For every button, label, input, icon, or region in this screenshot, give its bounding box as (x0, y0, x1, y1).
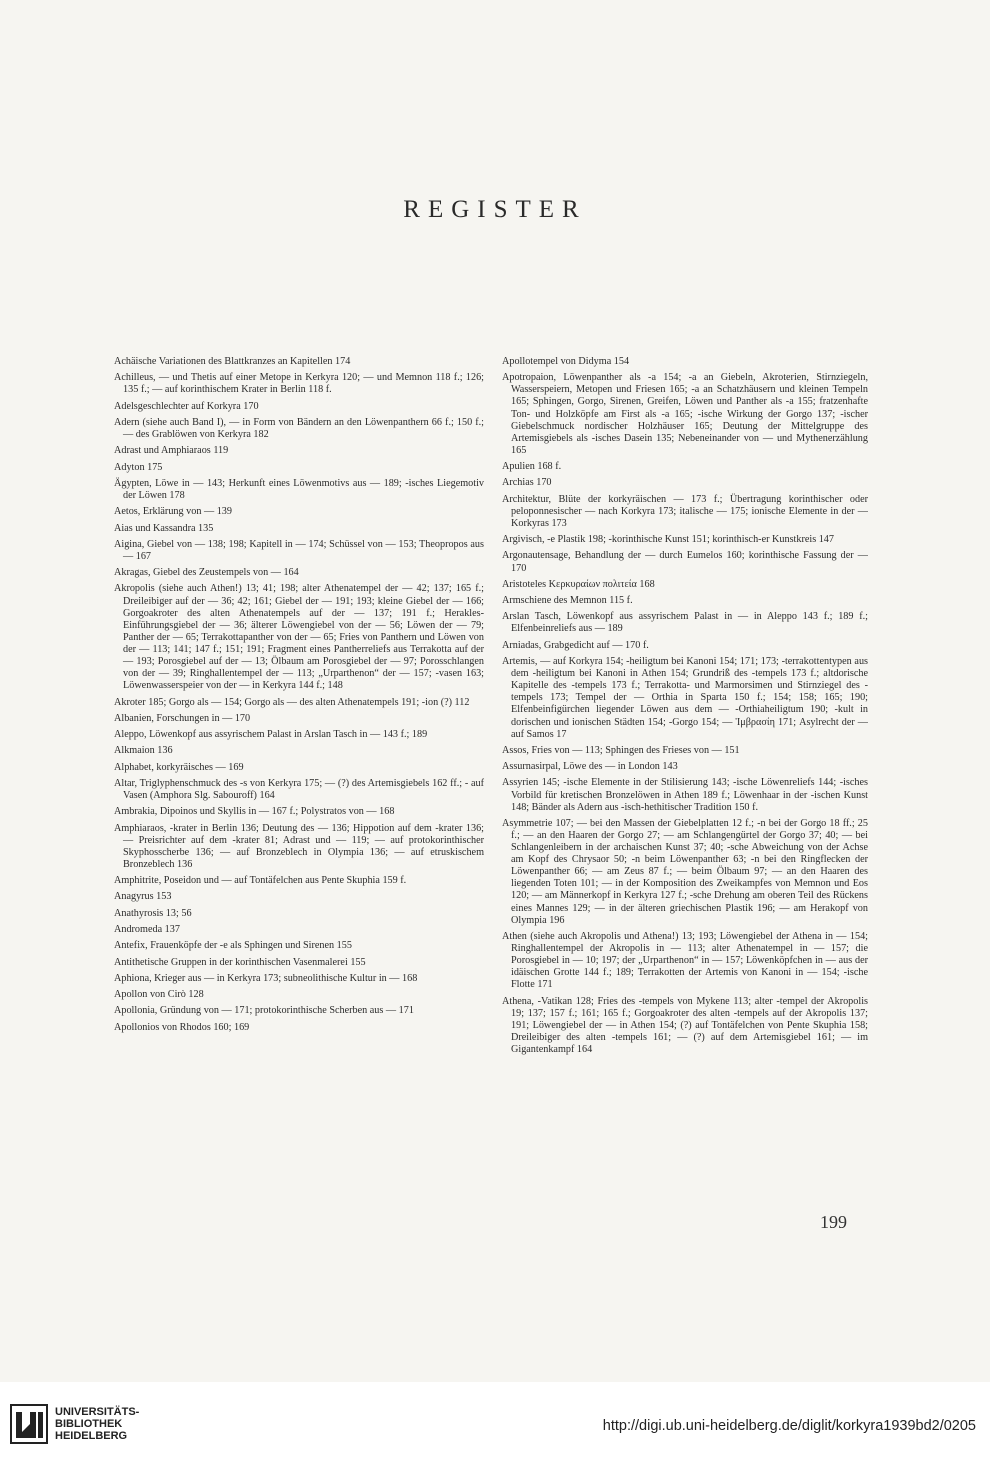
index-entry: Argonautensage, Behandlung der — durch Eumelos 160; korinthische Fassung der — 170 (502, 550, 868, 574)
index-entry: Arniadas, Grabgedicht auf — 170 f. (502, 639, 649, 651)
index-entry: Athen (siehe auch Akropolis und Athena!) 13; 193; Löwengiebel der Athena in — 154; Ringhallentempel der Akropolis in — 113; alter Athenatempel in — 157; die Porosgiebel in — 10; 197; der „Urparthenon“ in — 157; Löwenköpfchen in — aus der idäischen Grotte 144 f.; 189; Terrakotten der Artemis von Kanoni in — 154; -ische Flotte 171 (502, 930, 868, 991)
index-entry: Artemis, — auf Korkyra 154; -heiligtum bei Kanoni 154; 171; 173; -terrakottentypen aus dem -heiligtum bei Kanoni in Athen 154; Grundriß des -tempels 173 f.; altdorische Kapitelle des -tempels 173 f.; Terrakotta- und Marmorsimen und Stirnziegel des -tempels 173; Tempel der — Orthia in Sparta 150 f.; 154; 158; 165; 190; Elfenbeinfigürchen liegender Löwen aus dem — -Orthiaheiligtum 190; -kult in dorischen und ionischen Städten 154; -Gorgo 154; — Ἰμβρασίη 171; Asylrecht der — auf Samos 17 (502, 656, 868, 740)
library-name-line1: UNIVERSITÄTS- (55, 1406, 140, 1418)
index-entry: Aias und Kassandra 135 (114, 522, 214, 534)
library-name (55, 1406, 139, 1442)
index-entry: Altar, Triglyphenschmuck des -s von Kerkyra 175; — (?) des Artemisgiebels 162 ff.; - auf Vasen (Amphora Slg. Sabouroff) 164 (114, 777, 484, 801)
index-entry: Apulien 168 f. (502, 461, 562, 473)
index-entry: Achäische Variationen des Blattkranzes an Kapitellen 174 (114, 356, 351, 367)
index-entry: Alphabet, korkyräisches — 169 (114, 761, 244, 773)
index-entry: Assos, Fries von — 113; Sphingen des Frieses von — 151 (502, 744, 740, 756)
source-url-link[interactable]: http://digi.ub.uni-heidelberg.de/diglit/korkyra1939bd2/0205 (602, 1418, 976, 1434)
index-entry: Andromeda 137 (114, 923, 180, 935)
index-entry: Ambrakia, Dipoinos und Skyllis in — 167 f.; Polystratos von — 168 (114, 806, 395, 818)
index-entry: Antithetische Gruppen in der korinthischen Vasenmalerei 155 (114, 956, 366, 968)
index-entry: Achilleus, — und Thetis auf einer Metope in Kerkyra 120; — und Memnon 118 f.; 126; 135 f.; — auf korinthischem Krater in Berlin 118 f. (114, 372, 484, 396)
index-entry: Adern (siehe auch Band I), — in Form von Bändern an den Löwenpanthern 66 f.; 150 f.; — des Grablöwen von Kerkyra 182 (114, 416, 484, 441)
index-entry: Adyton 175 (114, 461, 163, 473)
index-entry: Apollonia, Gründung von — 171; protokorinthische Scherben aus — 171 (114, 1005, 414, 1017)
index-entry: Amphiaraos, -krater in Berlin 136; Deutung des — 136; Hippotion auf dem -krater 136; — Preisrichter auf dem -krater 81; Adrast und — 119; — auf protokorinthischer Skyphosscherbe 136; — auf Bronzeblech in Olympia 136; — auf etruskischem Bronzeblech 136 (114, 822, 484, 870)
index-entry: Apotropaion, Löwenpanther als -a 154; -a an Giebeln, Akroterien, Stirnziegeln, Wasserspeiern, Metopen und Friesen 165; -a an Schatzhäusern und kleinen Tempeln 165; Sphingen, Gorgo, Sirenen, Greifen, Löwen und Panther als -a 155; fratzenhafte Ton- und Holzköpfe am First als -a 165; -ische Wirkung der Gorgo 137; -ischer Giebelschmuck nordischer Holzhäuser 165; Deutung der Mittelgruppe des Artemisgiebels als -isches Dasein 135; Nebeneinander von — und Mythenerzählung 165 (502, 372, 868, 456)
index-entry: Apollon von Cirò 128 (114, 989, 204, 1001)
index-entry: Aleppo, Löwenkopf aus assyrischem Palast in Arslan Tasch in — 143 f.; 189 (114, 729, 428, 741)
index-entry: Adelsgeschlechter auf Korkyra 170 (114, 400, 259, 412)
index-entry: Asymmetrie 107; — bei den Massen der Giebelplatten 12 f.; -n bei der Gorgo 18 ff.; 25 f.; — an den Haaren der Gorgo 27; — am Schlangengürtel der Gorgo 37; 40; — bei Schlangenleibern in der archaischen Kunst 37; 40; -sche Abweichung von der Achse am Kopf des Chrysaor 50; -n beim Löwenpanther 63; -n bei den Ringflecken der Löwenpanther 66; — am Zeus 87 f.; — beim Ölbaum 97; — an den Haaren des liegenden Toten 101; — in der Komposition des Zweikampfes von Memnon und Eos 120; — am Männerkopf in Kerkyra 127 f.; -sche Drehung am oberen Teil des Rückens eines Mannes 129; — in der älteren griechischen Plastik 196; — am Herakopf von Olympia 196 (502, 817, 868, 926)
library-name-line3: HEIDELBERG (55, 1430, 128, 1442)
index-entry: Archias 170 (502, 477, 552, 489)
index-entry: Argivisch, -e Plastik 198; -korinthische Kunst 151; korinthisch-er Kunstkreis 147 (502, 534, 834, 546)
index-entry: Aetos, Erklärung von — 139 (114, 506, 232, 518)
library-name-line2: BIBLIOTHEK (55, 1418, 123, 1430)
index-entry: Assurnasirpal, Löwe des — in London 143 (502, 761, 678, 773)
page-title: REGISTER (403, 196, 587, 223)
index-entry: Ägypten, Löwe in — 143; Herkunft eines Löwenmotivs aus — 189; -isches Liegemotiv der Löwen 178 (114, 477, 484, 501)
page-number: 199 (820, 1212, 847, 1232)
index-entry: Assyrien 145; -ische Elemente in der Stilisierung 143; -ische Löwenreliefs 144; -isches Vorbild für kretischen Bronzelöwen in Athen 189 f.; Löwenhaar in der -ischen Kunst 148; Bänder als Adern aus -isch-hethitischer Tradition 150 f. (502, 777, 868, 813)
index-column-left (114, 356, 484, 1038)
index-entry: Aristoteles Κερκυραίων πολιτεία 168 (502, 578, 655, 590)
index-entry: Amphitrite, Poseidon und — auf Tontäfelchen aus Pente Skuphia 159 f. (114, 875, 407, 887)
index-entry: Apollonios von Rhodos 160; 169 (114, 1021, 250, 1033)
index-entry: Antefix, Frauenköpfe der -e als Sphingen und Sirenen 155 (114, 940, 352, 952)
index-entry: Anathyrosis 13; 56 (114, 907, 192, 919)
index-entry: Armschiene des Memnon 115 f. (502, 595, 633, 607)
index-column-right (502, 356, 868, 1060)
index-entry: Aphiona, Krieger aus — in Kerkyra 173; subneolithische Kultur in — 168 (114, 972, 418, 984)
index-entry: Apollotempel von Didyma 154 (502, 356, 630, 367)
index-entry: Architektur, Blüte der korkyräischen — 173 f.; Übertragung korinthischer oder peloponnesischer — nach Korkyra 173; italische — 175; ionische Elemente in der — Korkyras 173 (502, 493, 868, 529)
index-entry: Athena, -Vatikan 128; Fries des -tempels von Mykene 113; alter -tempel der Akropolis 19; 137; 157 f.; 161; 165 f.; Gorgoakroter des alten -tempels auf der Akropolis 137; 191; Löwengiebel der — in Athen 154; (?) auf Tontäfelchen von Pente Skuphia 158; Dreileibiger des alten -tempels 161; — (?) auf dem Artemisgiebel 161; — im Gigantenkampf 164 (502, 995, 868, 1055)
footer-bar (0, 1382, 990, 1461)
index-entry: Albanien, Forschungen in — 170 (114, 712, 251, 724)
index-entry: Akropolis (siehe auch Athen!) 13; 41; 198; alter Athenatempel der — 42; 137; 165 f.; Dreileibiger auf der — 36; 42; 161; Giebel der — 191; 193; kleine Giebel der — 166; Gorgoakroter des alten Athenatempels auf der — 137; 191 f.; Herakles-Einführungsgiebel der — 36; älterer Löwengiebel von der — 56; Löwen der — 79; Panther der — 65; Terrakottapanther von der — 65; Fries von Panthern und Löwen von der — 113; 141; 147 f.; 151; 191; Fragment eines Pantherreliefs aus Terrakotta auf der — 193; Porosgiebel auf der — 13; Ölbaum am Porosgiebel der — 97; Porosschlangen von der — 39; Ringhallentempel der — 113; „Urparthenon“ der — 157; -vasen 163; Löwenwasserspeier von der — in Kerkyra 144 f.; 148 (114, 583, 484, 692)
index-entry: Alkmaion 136 (114, 745, 173, 757)
index-entry: Aigina, Giebel von — 138; 198; Kapitell in — 174; Schüssel von — 153; Theopropos aus — 167 (114, 538, 484, 562)
index-entry: Arslan Tasch, Löwenkopf aus assyrischem Palast in — in Aleppo 143 f.; 189 f.; Elfenbeinreliefs aus — 189 (502, 611, 868, 635)
index-entry: Adrast und Amphiaraos 119 (114, 445, 229, 457)
index-entry: Akragas, Giebel des Zeustempels von — 164 (114, 567, 299, 579)
index-entry: Anagyrus 153 (114, 891, 172, 903)
index-entry: Akroter 185; Gorgo als — 154; Gorgo als — des alten Athenatempels 191; -ion (?) 112 (114, 696, 470, 708)
university-library-logo-icon (10, 1404, 48, 1444)
